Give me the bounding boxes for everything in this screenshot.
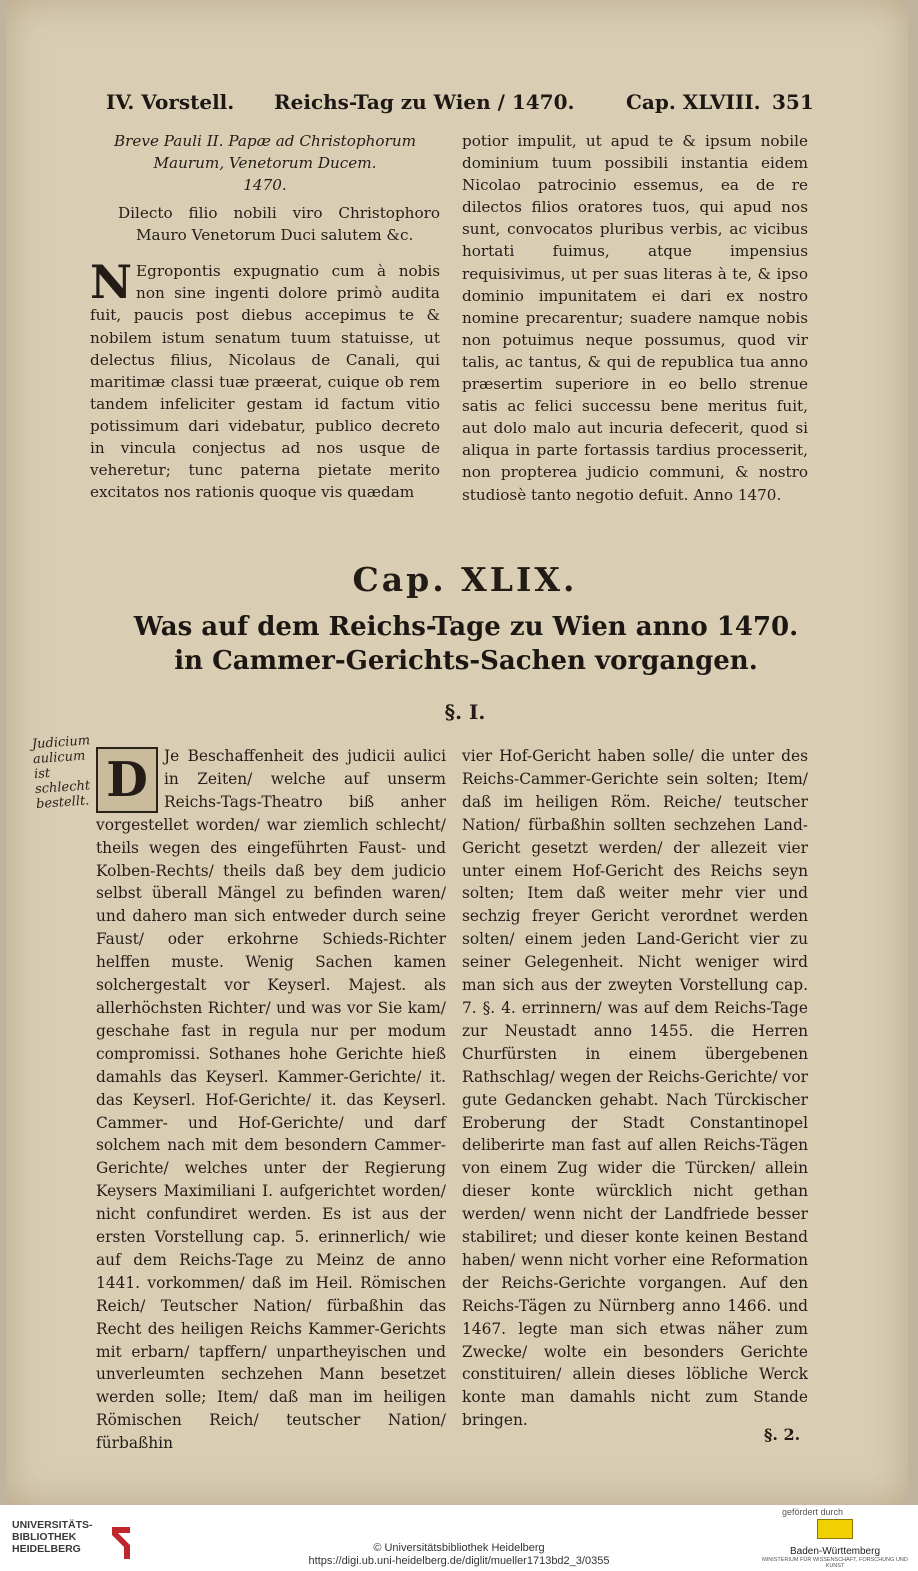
drop-initial-n: N	[90, 255, 133, 310]
chapter-heading: Was auf dem Reichs-Tage zu Wien anno 1470. in Cammer-Gerichts-Sachen vorgangen.	[133, 612, 799, 676]
library-name-line3: HEIDELBERG	[12, 1543, 81, 1555]
running-header	[106, 90, 814, 130]
catchword: §. 2.	[764, 1425, 801, 1444]
footer-bar	[0, 1505, 918, 1571]
brief-year: 1470.	[243, 176, 287, 194]
brief-text: Egropontis expugnatio cum à nobis non sine ingenti dolore primò audita fuit, paucis post diebus accepimus te & nobilem istum senatum tuum statuisse, ut delectus filius, Nicolaus de Canali, qui maritimæ classi tuæ præerat, cuique ob rem tandem infeliciter gestam id factum vitio potissimum dari videbatur, publico decreto in vincula conjectus ad nos usque de veheretur; tunc paterna pietate merito excitatos nos rationis quoque vis quædam	[90, 262, 440, 502]
drop-initial-d: D	[96, 747, 158, 813]
scanned-page	[6, 0, 908, 1505]
body-left-text: Je Beschaffenheit des judicii aulici in Zeiten/ welche auf unserm Reichs-Tags-Theatro biß anher vorgestellet worden/ war ziemlich schlecht/ theils wegen des eingeführten Faust- und Kolben-Rechts/ theils daß bey dem judicio selbst überall Mängel zu befinden waren/ und dahero man sich entweder durch seine Faust/ oder erkohrne Schieds-Richter helffen muste. Wenig Sachen kamen solchergestalt vor Keyserl. Majest. als allerhöchsten Richter/ und was vor Sie kam/ geschahe fast in regula nur per modum compromissi. Sothanes hohe Gerichte hieß damahls das Keyserl. Kammer-Gerichte/ it. das Keyserl. Hof-Gerichte/ it. das Keyserl. Cammer- und Hof-Gerichte/ und darf solchem nach mit dem besondern Cammer-Gerichte/ welches unter der Regierung Keysers Maximiliani I. aufgerichtet worden/ nicht confundiret werden. Es ist aus der ersten Vorstellung cap. 5. erinnerlich/ wie auf dem Reichs-Tage zu Meinz de anno 1441. vorkommen/ daß im Heil. Römischen Reich/ Teutscher Nation/ fürbaßhin das Recht des heiligen Reichs Kammer-Gerichts mit erbarn/ tapffern/ unpartheyischen und unverleumten sechzehen Mann besetzet werden solle; Item/ daß man im heiligen Römischen Reich/ teutscher Nation/ fürbaßhin	[96, 747, 446, 1453]
top-left-column	[90, 130, 440, 503]
body-left-column	[96, 745, 446, 1455]
page-url-link[interactable]: https://digi.ub.uni-heidelberg.de/diglit/mueller1713bd2_3/0355	[308, 1555, 610, 1567]
library-name-line2: BIBLIOTHEK	[12, 1531, 77, 1543]
header-title: Reichs-Tag zu Wien / 1470.	[274, 90, 575, 114]
body-right-column: vier Hof-Gericht haben solle/ die unter des Reichs-Cammer-Gerichte sein solten; Item/ daß im heiligen Röm. Reiche/ teutscher Nation/ fürbaßhin sollten sechzehen Land-Gericht gesetzt werden/ der allezeit vier unter einem Hof-Gericht des Reichs seyn solten; Item daß weiter mehr vier und sechzig freyer Gericht verordnet werden solten/ einem jeden Land-Gericht vier zu seiner Gelegenheit. Nicht weniger wird man sich aus der zweyten Vorstellung cap. 7. §. 4. errinnern/ was auf dem Reichs-Tage zur Neustadt anno 1455. die Herren Churfürsten in einem übergebenen Rathschlag/ wegen der Reichs-Gerichte/ vor gute Gedancken gehabt. Nach Türckischer Eroberung der Stadt Constantinopel deliberirte man fast auf allen Reichs-Tägen von einem Zug wider die Türcken/ allein dieser konte würcklich nicht gethan werden/ wenn nicht der Landfriede besser stabiliret; und dieser konte keinen Bestand haben/ wenn nicht vorher eine Reformation der Reichs-Gerichte vorgangen. Auf den Reichs-Tägen zu Nürnberg anno 1466. und 1467. legte man sich etwas näher zum Zwecke/ wolte ein besonders Gerichte constituiren/ allein dieses löbliche Werck konte man damahls nicht zum Stande bringen.	[462, 747, 808, 1430]
library-name-line1: UNIVERSITÄTS-	[12, 1519, 93, 1531]
funder-ministry: MINISTERIUM FÜR WISSENSCHAFT, FORSCHUNG UND KUNST	[762, 1557, 908, 1569]
salutation: Dilecto filio nobili viro Christophoro Mauro Venetorum Duci salutem &c.	[118, 204, 440, 245]
brief-body	[90, 255, 440, 503]
funded-by-label: gefördert durch	[782, 1507, 844, 1517]
paragraph-number: §. I.	[444, 700, 486, 724]
page-number: 351	[772, 90, 814, 114]
funder-logo[interactable]	[760, 1519, 910, 1569]
coat-of-arms-icon	[817, 1519, 853, 1539]
funder-name: Baden-Württemberg	[789, 1546, 881, 1557]
brief-title: Breve Pauli II. Papæ ad Christophorum Maurum, Venetorum Ducem.	[113, 132, 417, 172]
top-right-column: potior impulit, ut apud te & ipsum nobile dominium tuum possibili instantia eidem Nicolao patrocinio essemus, ea de re dilectos filios oratores tuos, qui apud nos sunt, convocatos pluribus verbis, ac vicibus hortati fuimus, atque impensius requisivimus, ut per suas literas à te, & ipso dominio impunitatem ei dari ex nostro nomine precarentur; suadere namque nobis non potuimus neque possumus, quod vir talis, ac tantus, & qui de republica tua anno præsertim superiore in eo bello strenue satis ac felici successu bene meritus fuit, aut dolo malo aut incuria defecerit, quod si aliqua in parte fortassis tardius processerit, non propterea judicio communi, & nostro studiosè tanto negotio defuit. Anno 1470.	[462, 132, 808, 504]
copyright-text: © Universitätsbibliothek Heidelberg	[373, 1542, 545, 1554]
header-chapter: Cap. XLVIII.	[626, 90, 761, 114]
margin-note: Judicium aulicum ist schlecht bestellt.	[31, 733, 91, 813]
chapter-title: Cap. XLIX.	[352, 560, 578, 599]
header-section: IV. Vorstell.	[106, 90, 235, 114]
